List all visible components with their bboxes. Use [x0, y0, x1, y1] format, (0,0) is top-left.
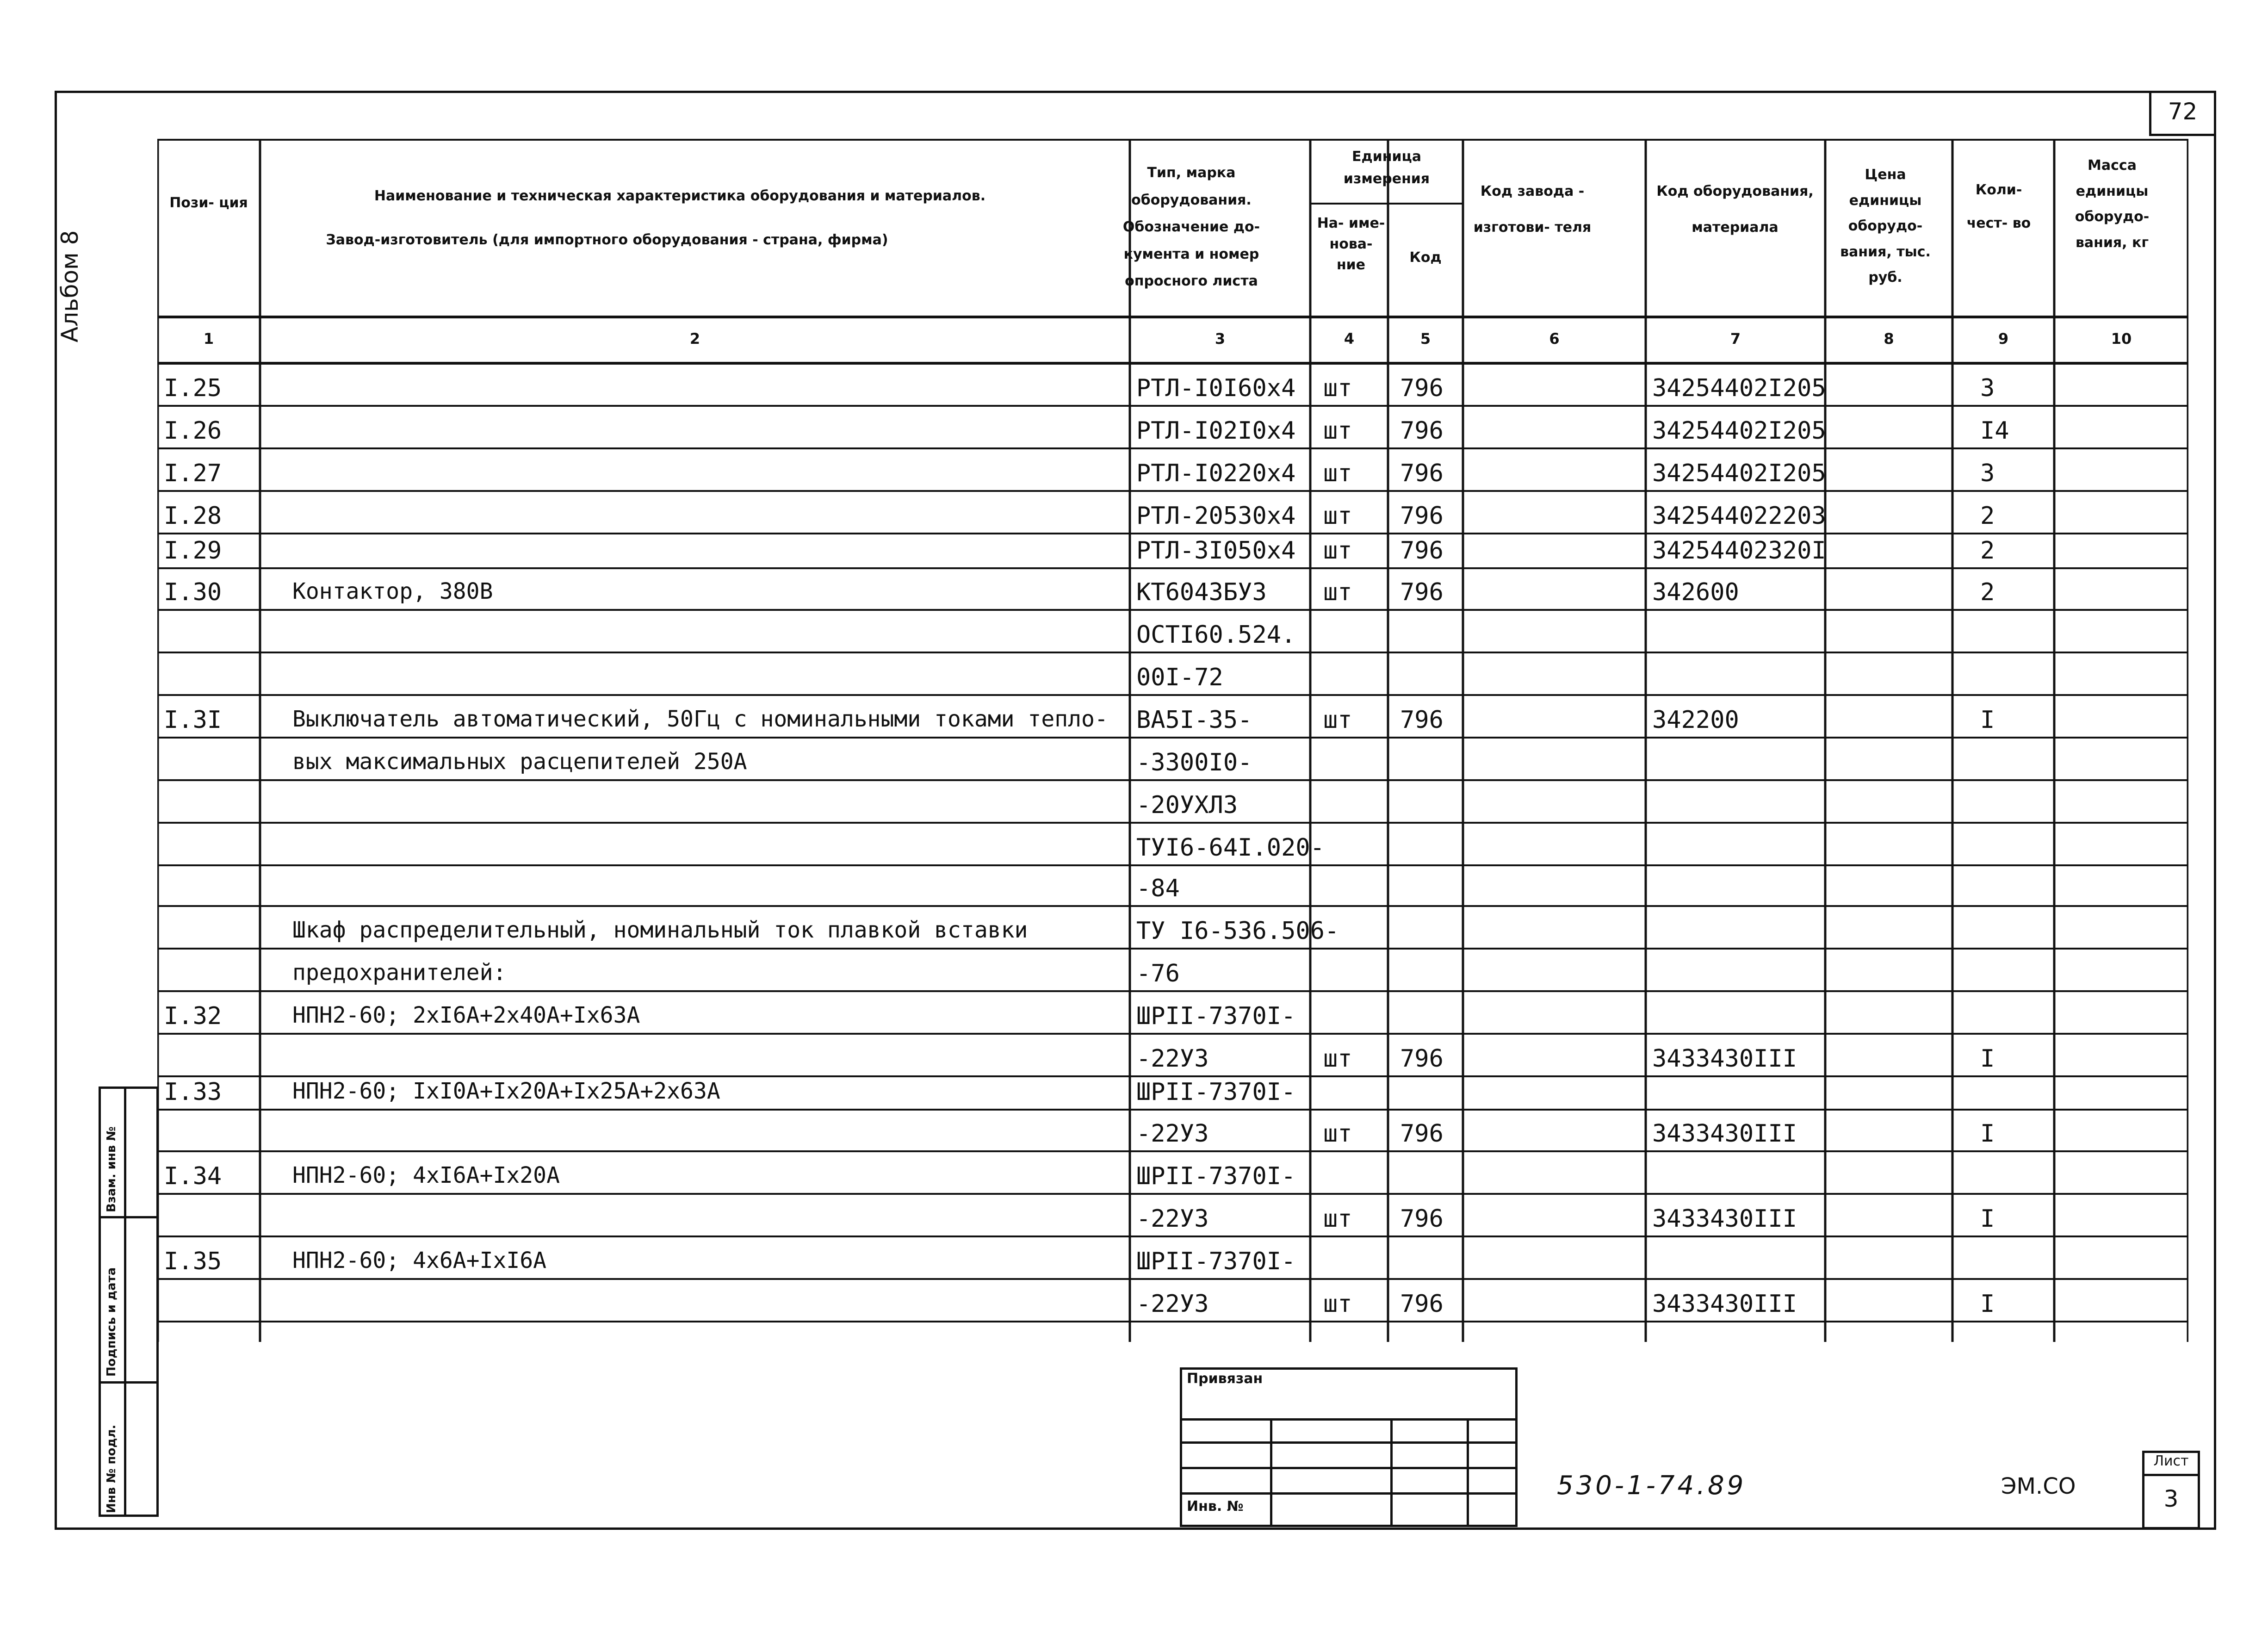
side-stamp-signature-date: Подпись и дата [105, 1267, 118, 1377]
table-cell-name: НПН2-60; 4хI6А+Iх20А [292, 1162, 560, 1188]
header-mass: Масса единицы оборудо- вания, кг [2075, 157, 2150, 251]
table-cell-type: ОСТI60.524. [1136, 621, 1296, 649]
document-code: 530-1-74.89 [1557, 1471, 1747, 1501]
table-cell-name: НПН2-60; 4х6А+IхI6А [292, 1248, 547, 1273]
table-cell-mat: 342200 [1652, 706, 1739, 734]
column-number: 7 [1730, 330, 1741, 348]
table-cell-pos: I.28 [164, 502, 222, 530]
column-number: 4 [1344, 330, 1355, 348]
header-price: Цена единицы оборудо- вания, тыс. руб. [1840, 167, 1931, 286]
table-cell-code: 796 [1400, 1205, 1444, 1233]
header-unit-group: Единица измерения [1343, 149, 1430, 187]
side-stamp-line-2 [99, 1381, 159, 1384]
header-name-line1: Наименование и техническая характеристика оборудования и материалов. [374, 188, 986, 204]
table-cell-type: ТУ I6-536.506- [1136, 917, 1339, 945]
album-label: Альбом 8 [56, 230, 83, 342]
binding-stamp-vline-1 [1270, 1418, 1272, 1527]
table-cell-qty: I4 [1980, 417, 2009, 445]
table-cell-mat: 34254402I205 [1652, 459, 1826, 487]
binding-stamp-vline-2 [1390, 1418, 1393, 1527]
table-cell-mat: 342600 [1652, 578, 1739, 606]
table-cell-pos: I.30 [164, 578, 222, 606]
table-cell-type: ВА5I-35- [1136, 706, 1252, 734]
table-cell-mat: 3433430III [1652, 1290, 1797, 1318]
table-cell-type: -3300I0- [1136, 749, 1252, 776]
header-unit-code: Код [1409, 249, 1442, 266]
table-cell-pos: I.27 [164, 459, 222, 487]
table-cell-type: РТЛ-20530х4 [1136, 502, 1296, 530]
header-name-line2: Завод-изготовитель (для импортного оборудования - страна, фирма) [326, 232, 888, 248]
table-cell-type: 00I-72 [1136, 664, 1223, 691]
header-quantity: Коли- чест- во [1966, 182, 2031, 231]
table-cell-pos: I.25 [164, 374, 222, 402]
table-cell-unit: шт [1323, 417, 1352, 445]
sheet-label: Лист [2153, 1453, 2189, 1469]
table-cell-type: ТУI6-64I.020- [1136, 834, 1325, 862]
table-grid-lines [157, 139, 2188, 1342]
header-material-code: Код оборудования, материала [1656, 183, 1814, 236]
table-cell-type: КТ6043БУ3 [1136, 578, 1267, 606]
column-number: 2 [689, 330, 700, 348]
table-cell-code: 796 [1400, 706, 1444, 734]
inventory-number-label: Инв. № [1187, 1498, 1244, 1515]
side-stamp-inv-original: Инв № подл. [105, 1424, 118, 1513]
drawing-mark: ЭМ.СО [2001, 1473, 2076, 1499]
side-stamp-col-divider [124, 1086, 126, 1517]
page-number: 72 [2168, 98, 2198, 125]
table-cell-name: НПН2-60; IхI0А+Iх20А+Iх25А+2х63А [292, 1078, 720, 1104]
table-cell-name: Шкаф распределительный, номинальный ток плавкой вставки [292, 917, 1028, 943]
table-cell-unit: шт [1323, 502, 1352, 530]
table-cell-unit: шт [1323, 1205, 1352, 1233]
specification-table [157, 139, 2188, 1342]
binding-label: Привязан [1187, 1371, 1263, 1387]
table-cell-mat: 34254402I205 [1652, 417, 1826, 445]
header-position: Пози- ция [169, 195, 248, 211]
table-cell-pos: I.29 [164, 537, 222, 565]
column-number: 8 [1884, 330, 1894, 348]
table-cell-qty: 2 [1980, 578, 1995, 606]
table-cell-type: РТЛ-3I050х4 [1136, 537, 1296, 565]
column-number: 10 [2111, 330, 2132, 348]
table-cell-unit: шт [1323, 459, 1352, 487]
table-cell-qty: I [1980, 1120, 1995, 1148]
table-cell-code: 796 [1400, 1120, 1444, 1148]
table-cell-pos: I.32 [164, 1002, 222, 1030]
table-cell-code: 796 [1400, 1290, 1444, 1318]
table-cell-pos: I.35 [164, 1248, 222, 1275]
binding-stamp-vline-3 [1467, 1418, 1469, 1527]
table-cell-unit: шт [1323, 1045, 1352, 1073]
table-cell-pos: I.34 [164, 1162, 222, 1190]
table-cell-type: ШРII-7370I- [1136, 1002, 1296, 1030]
table-cell-name: Выключатель автоматический, 50Гц с номинальными токами тепло- [292, 706, 1108, 732]
column-number: 9 [1998, 330, 2009, 348]
table-cell-unit: шт [1323, 1120, 1352, 1148]
table-cell-unit: шт [1323, 706, 1352, 734]
table-cell-type: -20УХЛ3 [1136, 791, 1238, 819]
table-cell-code: 796 [1400, 374, 1444, 402]
table-cell-qty: I [1980, 1045, 1995, 1073]
table-cell-type: -76 [1136, 960, 1180, 987]
table-cell-qty: I [1980, 706, 1995, 734]
column-number: 5 [1420, 330, 1431, 348]
table-cell-code: 796 [1400, 417, 1444, 445]
table-cell-unit: шт [1323, 537, 1352, 565]
table-cell-name: вых максимальных расцепителей 250А [292, 749, 747, 775]
table-cell-type: ШРII-7370I- [1136, 1248, 1296, 1275]
table-cell-pos: I.26 [164, 417, 222, 445]
header-factory-code: Код завода - изготови- теля [1473, 183, 1592, 236]
table-cell-type: РТЛ-I0220х4 [1136, 459, 1296, 487]
table-cell-qty: 2 [1980, 502, 1995, 530]
table-cell-type: -84 [1136, 875, 1180, 902]
table-cell-mat: 34254402320I [1652, 537, 1826, 565]
table-cell-qty: I [1980, 1205, 1995, 1233]
table-cell-type: -22У3 [1136, 1290, 1209, 1318]
side-stamp-line-1 [99, 1216, 159, 1218]
table-cell-code: 796 [1400, 537, 1444, 565]
table-cell-type: РТЛ-I0I60х4 [1136, 374, 1296, 402]
table-cell-unit: шт [1323, 374, 1352, 402]
table-cell-mat: 3433430III [1652, 1120, 1797, 1148]
table-cell-name: Контактор, 380В [292, 578, 493, 604]
table-cell-type: -22У3 [1136, 1205, 1209, 1233]
table-cell-name: предохранителей: [292, 960, 507, 986]
table-cell-pos: I.3I [164, 706, 222, 734]
table-cell-type: РТЛ-I02I0х4 [1136, 417, 1296, 445]
table-cell-type: -22У3 [1136, 1045, 1209, 1073]
table-cell-mat: 34254402I205 [1652, 374, 1826, 402]
table-cell-mat: 3433430III [1652, 1045, 1797, 1073]
table-cell-qty: I [1980, 1290, 1995, 1318]
sheet-box-divider [2142, 1474, 2200, 1476]
table-cell-qty: 3 [1980, 374, 1995, 402]
sheet-number: 3 [2163, 1485, 2179, 1512]
table-cell-pos: I.33 [164, 1078, 222, 1106]
table-cell-qty: 2 [1980, 537, 1995, 565]
column-number: 3 [1215, 330, 1226, 348]
column-number: 6 [1549, 330, 1560, 348]
table-cell-unit: шт [1323, 578, 1352, 606]
table-cell-code: 796 [1400, 502, 1444, 530]
table-cell-unit: шт [1323, 1290, 1352, 1318]
side-stamp-replace-inv: Взам. инв № [105, 1126, 118, 1212]
table-cell-mat: 342544022203 [1652, 502, 1826, 530]
table-cell-type: ШРII-7370I- [1136, 1162, 1296, 1190]
header-unit-name: На- име- нова- ние [1317, 215, 1385, 273]
table-cell-type: ШРII-7370I- [1136, 1078, 1296, 1106]
table-cell-qty: 3 [1980, 459, 1995, 487]
table-cell-name: НПН2-60; 2хI6А+2х40А+Iх63А [292, 1002, 640, 1028]
table-cell-code: 796 [1400, 578, 1444, 606]
table-cell-code: 796 [1400, 1045, 1444, 1073]
header-type: Тип, марка оборудования. Обозначение до- кумента и номер опросного листа [1122, 165, 1260, 289]
table-cell-code: 796 [1400, 459, 1444, 487]
table-cell-mat: 3433430III [1652, 1205, 1797, 1233]
table-cell-type: -22У3 [1136, 1120, 1209, 1148]
column-number: 1 [203, 330, 214, 348]
